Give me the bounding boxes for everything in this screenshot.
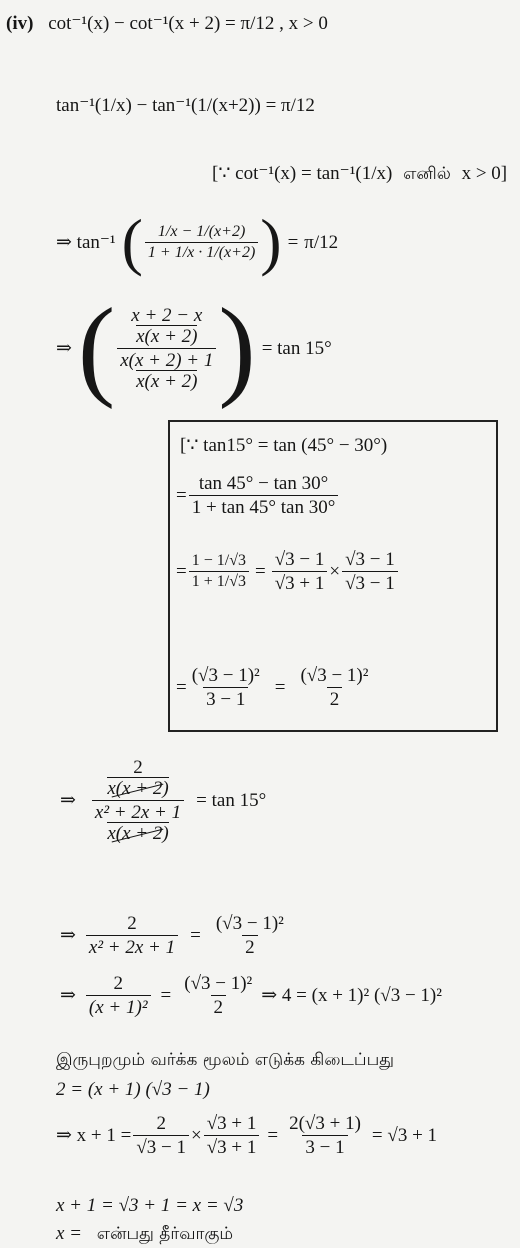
equation-step-9: x + 1 = √3 + 1 = x = √3 bbox=[56, 1195, 244, 1216]
step2-prefix: ⇒ tan⁻¹ bbox=[56, 231, 116, 253]
box-line-4: = $\frac{\text{(√3 − 1)²}}{3 - 1}$ = $\frac{\text{(√3 − 1)²}}{2}$ bbox=[176, 665, 369, 710]
step1-rhs: π/12 bbox=[281, 95, 315, 116]
conclusion: x = என்பது தீர்வாகும் bbox=[56, 1223, 234, 1244]
tan15-derivation-box bbox=[168, 420, 498, 732]
step4-nested-fraction: 2 x(x + 2) x² + 2x + 1 x(x + 2) bbox=[92, 758, 184, 843]
step1-lhs: tan⁻¹(1/x) − tan⁻¹(1/(x+2)) bbox=[56, 95, 261, 116]
equation-step-4: ⇒ 2 x(x + 2) x² + 2x + 1 x(x + 2) = tan 15° bbox=[60, 757, 267, 844]
equation-step-1: tan⁻¹(1/x) − tan⁻¹(1/(x+2)) = π/12 bbox=[56, 95, 315, 116]
equation-step-6: ⇒ $\frac{2}{\text{(x + 1)²}}$ = $\frac{\text{(√3 − 1)²}}{2}$ ⇒ 4 = (x + 1)² (√3 − 1)² bbox=[60, 973, 442, 1018]
step3-rhs: = tan 15° bbox=[261, 337, 332, 359]
equation-step-8: ⇒ x + 1 = $\frac{2}{√3 - 1}$ × $\frac{√3 + 1}{√3 + 1}$ = $\frac{2(√3 + 1)}{3 - 1}$ = √3 + 1 bbox=[56, 1113, 438, 1158]
reason-tail: x > 0] bbox=[461, 163, 508, 184]
equation-step-7: 2 = (x + 1) (√3 − 1) bbox=[56, 1079, 210, 1100]
box-line-1: [∵ tan15° = tan (45° − 30°) bbox=[180, 435, 388, 456]
equation-step-2: ⇒ tan⁻¹ ( $\frac{1/x - 1/(x+2)}{1 + 1/x \cdot 1/(x+2)}$ ) = π/12 bbox=[56, 206, 339, 277]
equation-step-5: ⇒ $\frac{2}{\text{x² + 2x + 1}}$ = $\frac{\text{(√3 − 1)²}}{2}$ bbox=[60, 913, 284, 958]
problem-equation: cot⁻¹(x) − cot⁻¹(x + 2) = π/12 , x > 0 bbox=[48, 13, 328, 34]
reason-text: [∵ cot⁻¹(x) = tan⁻¹(1/x) bbox=[212, 163, 393, 184]
reason-cot-identity bbox=[212, 164, 507, 183]
tamil-square-root-text: இருபுறமும் வர்க்க மூலம் எடுக்க கிடைப்பது bbox=[56, 1050, 394, 1070]
problem-statement bbox=[6, 14, 328, 33]
step2-rhs: π/12 bbox=[304, 231, 339, 253]
step3-nested-fraction: x + 2 − x x(x + 2) x(x + 2) + 1 x(x + 2) bbox=[117, 306, 216, 391]
reason-tamil: எனில் bbox=[403, 164, 451, 184]
problem-label: (iv) bbox=[6, 13, 34, 34]
box-line-2: = $\frac{\tan 45^\circ - \tan 30^\circ}{1 + \tan 45^\circ \tan 30^\circ}$ bbox=[176, 474, 340, 517]
step3-prefix: ⇒ bbox=[56, 337, 72, 359]
equation-step-3: ⇒ ( x + 2 − x x(x + 2) x(x + 2) + 1 x(x + 2) ) = tan 15° bbox=[56, 286, 332, 410]
box-line-3: = $\frac{1 - 1/√3}{1 + 1/√3}$ = $\frac{√3 - 1}{√3 + 1}$ × $\frac{√3 - 1}{√3 - 1}$ bbox=[176, 550, 400, 593]
step2-compound-fraction: $\frac{1/x - 1/(x+2)}{1 + 1/x \cdot 1/(x+2)}$ bbox=[145, 224, 258, 261]
